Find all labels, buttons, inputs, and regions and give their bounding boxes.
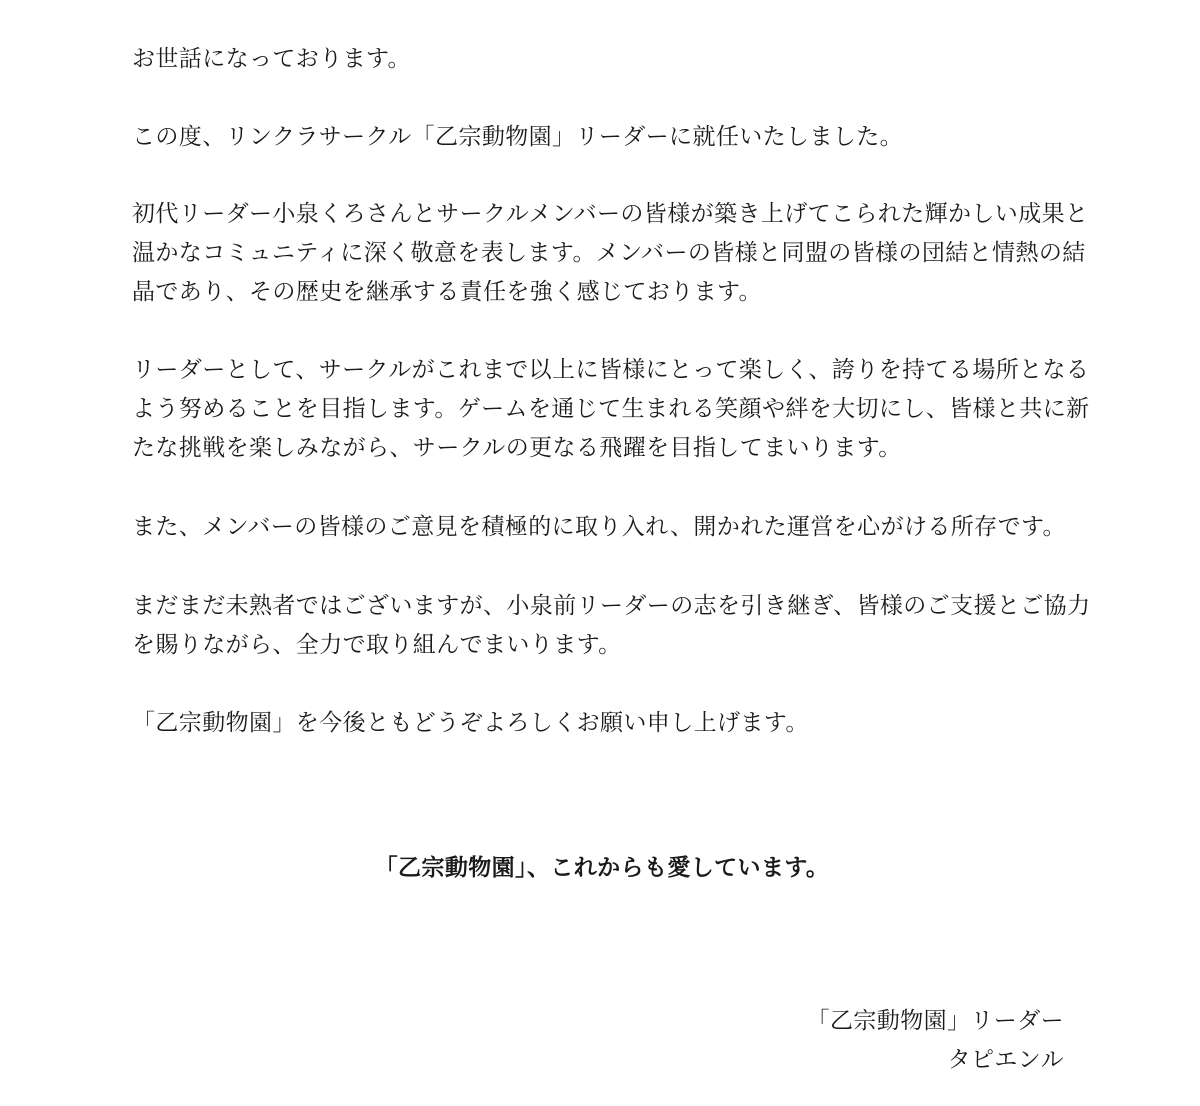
announcement-text: この度、リンクラサークル「乙宗動物園」リーダーに就任いたしました。: [132, 124, 904, 150]
announcement-paragraph: [132, 118, 903, 157]
greeting-paragraph: [132, 40, 411, 79]
respect-line: 初代リーダー小泉くろさんとサークルメンバーの皆様が築き上げてこられた輝かしい成果と: [132, 201, 1089, 227]
goal-line: よう努めることを目指します。ゲームを通じて生まれる笑顔や絆を大切にし、皆様と共に新: [132, 396, 1090, 422]
policy-text: また、メンバーの皆様のご意見を積極的に取り入れ、開かれた運営を心がける所存です。: [132, 514, 1066, 540]
respect-line: 温かなコミュニティに深く敬意を表します。メンバーの皆様と同盟の皆様の団結と情熱の結: [132, 240, 1086, 266]
signature-block: [807, 1002, 1064, 1080]
respect-line: 晶であり、その歴史を継承する責任を強く感じております。: [132, 279, 762, 305]
respect-paragraph: [132, 195, 1088, 312]
signature-title: 「乙宗動物園」リーダー: [806, 1008, 1064, 1034]
resolve-line: を賜りながら、全力で取り組んでまいります。: [132, 632, 622, 658]
policy-paragraph: [132, 508, 1066, 547]
goal-line: リーダーとして、サークルがこれまで以上に皆様にとって楽しく、誇りを持てる場所となる: [132, 357, 1090, 383]
signature-name: タピエンル: [947, 1047, 1064, 1073]
resolve-paragraph: [132, 587, 1090, 665]
goal-paragraph: [132, 351, 1090, 468]
greeting-text: お世話になっております。: [132, 46, 411, 72]
resolve-line: まだまだ未熟者ではございますが、小泉前リーダーの志を引き継ぎ、皆様のご支援とご協力: [132, 593, 1091, 619]
request-text: 「乙宗動物園」を今後ともどうぞよろしくお願い申し上げます。: [132, 710, 809, 736]
request-paragraph: [132, 704, 809, 743]
goal-line: たな挑戦を楽しみながら、サークルの更なる飛躍を目指してまいります。: [132, 435, 902, 461]
closing-statement: 「乙宗動物園」、これからも愛しています。: [374, 855, 830, 881]
